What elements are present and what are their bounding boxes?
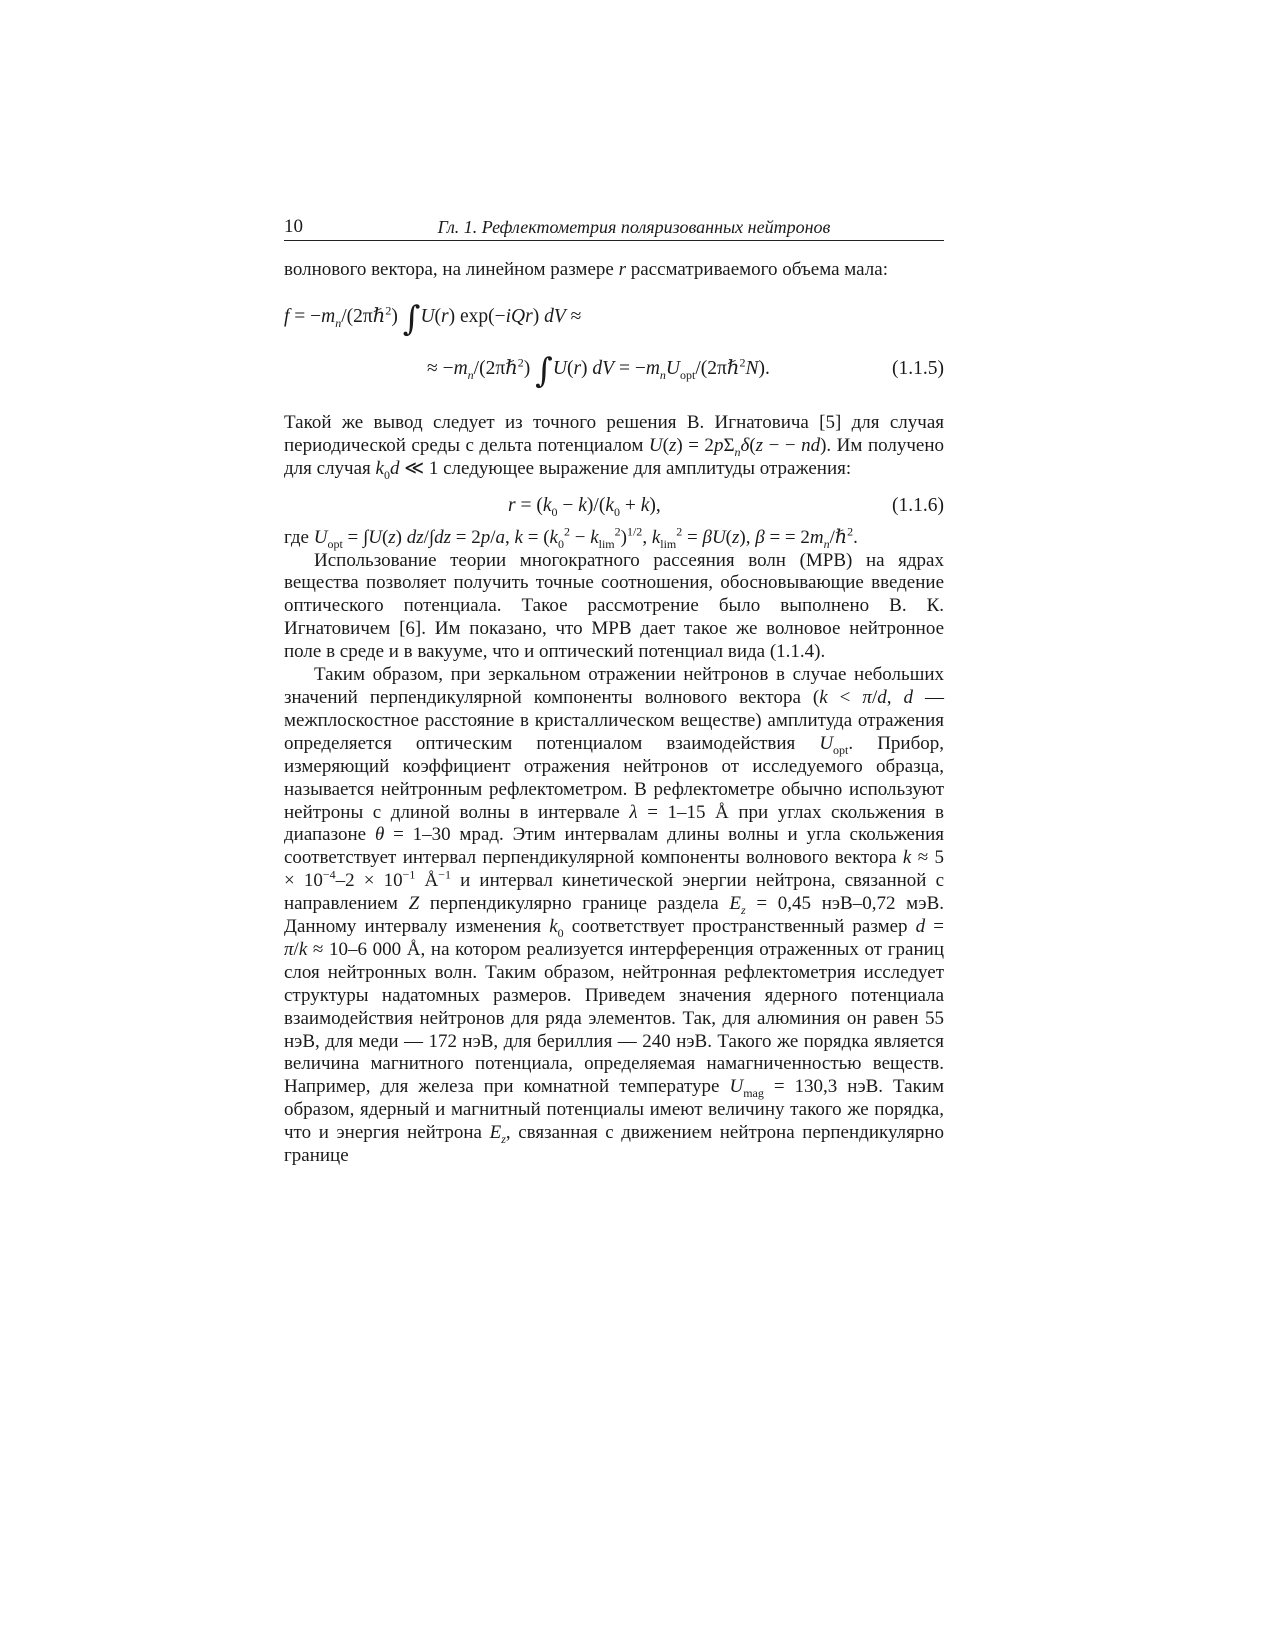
equation-1-1-6: $r = (k_0 - k)/(k_0 + k)$, (1.1.6) xyxy=(508,494,944,519)
running-title: Гл. 1. Рефлектометрия поляризованных нейтронов xyxy=(437,217,831,237)
equation-line-1: $f = -m_n/(2\pi\hbar^2)$ ∫U(r) exp(−iQr) dV ≈ xyxy=(284,298,582,339)
page-number: 10 xyxy=(284,216,303,237)
paragraph-3: где $U_{opt} = \int U(z) dz/\int dz = 2p/a$, $k = (k_0^2 - k_{lim}^2)^{1/2}$, $k_{lim}^2 = \beta U(z)$, β = = $2m_n/\hbar^2$. xyxy=(284,524,858,551)
paragraph-1: волнового вектора, на линейном размере r рассматриваемого объема мала: xyxy=(284,259,888,280)
running-header xyxy=(284,213,944,241)
equation-number-1-1-5: (1.1.5) xyxy=(892,357,944,379)
paragraph-5: Таким образом, при зеркальном отражении нейтронов в случае небольших значений перпендикулярной компоненты волнового вектора (k < π/d, d — межплоскостное расстояние в кристаллическом веществе) амплитуда отражения определяется оптическим потенциалом взаимодействия $U_{opt}$. Прибор, измеряющий коэффициент отражения нейтронов от исследуемого образца, называется нейтронным рефлектометром. В рефлектометре обычно используют нейтроны с длиной волны в интервале λ = 1–15 Å при углах скольжения в диапазоне θ = 1–30 мрад. Этим интервалам длины волны и угла скольжения соответствует интервал перпендикулярной компоненты волнового вектора $k \approx 5 \times 10^{-4}-2 \times 10^{-1}$ $Å^{-1}$ и интервал кинетической энергии нейтрона, связанной с направлением Z перпендикулярно границе раздела $E_z = 0,45$ нэВ–0,72 мэВ. Данному интервалу изменения $k_0$ соответствует пространственный размер d = π/k ≈ 10–6 000 Å, на котором реализуется интерференция отраженных от границ слоя нейтронных волн. Таким образом, нейтронная рефлектометрия исследует структуры надатомных размеров. Приведем значения ядерного потенциала взаимодействия нейтронов для ряда элементов. Так, для алюминия он равен 55 нэВ, для меди — 172 нэВ, для бериллия — 240 нэВ. Такого же порядка является величина магнитного потенциала, определяемая намагниченностью веществ. Например, для железа при комнатной температуре $U_{mag} = 130,3$ нэВ. Таким образом, ядерный и магнитный потенциалы имеют величину такого же порядка, что и энергия нейтрона $E_z$, связанная с движением нейтрона перпендикулярно границе xyxy=(284,664,945,1167)
paragraph-4: Использование теории многократного рассеяния волн (МРВ) на ядрах вещества позволяет получить точные соотношения, обосновывающие введение оптического потенциала. Такое рассмотрение было выполнено В. К. Игнатовичем [6]. Им показано, что МРВ дает такое же волновое нейтронное поле в среде и в вакууме, что и оптический потенциал вида (1.1.4). xyxy=(284,549,944,663)
equation-number-1-1-6: (1.1.6) xyxy=(892,494,944,516)
paragraph-2: Такой же вывод следует из точного решения В. Игнатовича [5] для случая периодической среды с дельта потенциалом $U(z) = 2p\Sigma_n\delta(z$ − − nd). Им получено для случая $k_0d$ ≪ 1 следующее выражение для амплитуды отражения: xyxy=(284,411,944,482)
page-body xyxy=(284,213,944,1168)
equation-line-2: ≈ $-m_n/(2\pi\hbar^2)$ ∫U(r) dV = $-m_nU_{opt}/(2\pi\hbar^2N)$. (1.1.5) xyxy=(427,350,944,391)
equation-1-1-5 xyxy=(284,296,944,394)
